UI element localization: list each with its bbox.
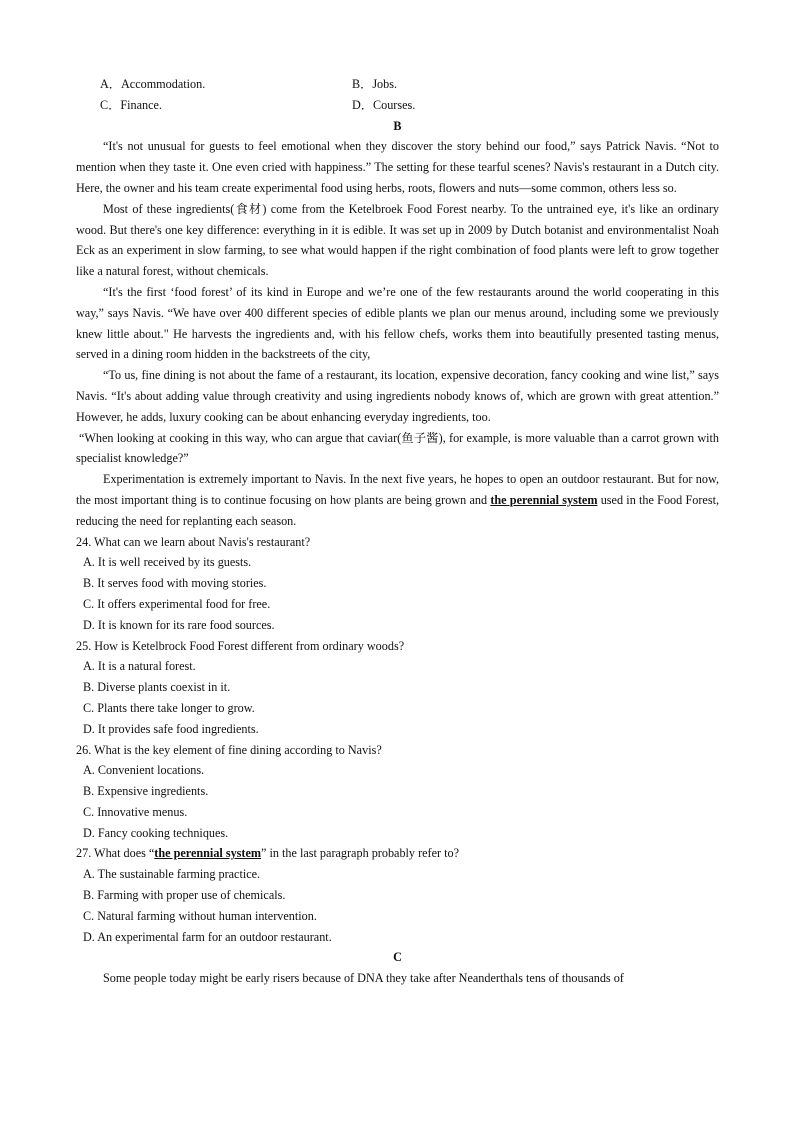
- question-26-choice-a: A. Convenient locations.: [83, 763, 205, 778]
- option-c: C．Finance.: [100, 97, 162, 112]
- p6-text-before: Experimentation is extremely important to Navis. In the next five years, he hopes to open an outdoor restaurant. But for now, the most important thing is to continue focusing on how plants are being grown and: [76, 472, 719, 507]
- passage-c-paragraph-1: Some people today might be early risers because of DNA they take after Neanderthals tens of thousands of: [103, 971, 624, 986]
- question-26-stem: 26. What is the key element of fine dining according to Navis?: [76, 742, 382, 757]
- question-24-choice-a: A. It is well received by its guests.: [83, 555, 252, 570]
- question-25-choice-d: D. It provides safe food ingredients.: [83, 721, 259, 736]
- question-25-choice-a: A. It is a natural forest.: [83, 659, 196, 674]
- option-d: D．Courses.: [352, 97, 416, 112]
- prev-options-row-1: [76, 74, 719, 95]
- question-24-choice-d: D. It is known for its rare food sources.: [83, 617, 275, 632]
- question-27-stem: [76, 843, 719, 864]
- document-page: [76, 74, 719, 989]
- perennial-system-highlight: the perennial system: [490, 492, 598, 507]
- q27-perennial-system-highlight: the perennial system: [154, 846, 262, 861]
- question-24-stem: 24. What can we learn about Navis's restaurant?: [76, 534, 311, 549]
- q27-stem-before: 27. What does “: [76, 846, 155, 861]
- p6-text-after: used in the Food Forest, reducing the need for replanting each season.: [76, 492, 719, 528]
- passage-b-paragraph-6: [76, 469, 719, 531]
- question-25-choice-b: B. Diverse plants coexist in it.: [83, 680, 231, 695]
- question-24-choice-c: C. It offers experimental food for free.: [83, 596, 271, 611]
- section-b-heading: B: [393, 118, 402, 133]
- prev-options-row-2: [76, 95, 719, 116]
- passage-b-paragraph-5: “When looking at cooking in this way, who can argue that caviar(鱼子酱), for example, is more valuable than a carrot grown with specialist knowledge?”: [76, 430, 719, 466]
- question-24-choice-b: B. It serves food with moving stories.: [83, 576, 267, 591]
- question-27-choice-d: D. An experimental farm for an outdoor restaurant.: [83, 929, 332, 944]
- section-c-heading: C: [393, 950, 402, 965]
- question-27-choice-b: B. Farming with proper use of chemicals.: [83, 888, 286, 903]
- question-27-choice-c: C. Natural farming without human intervention.: [83, 908, 317, 923]
- passage-b-paragraph-2: Most of these ingredients(食材) come from the Ketelbroek Food Forest nearby. To the untrained eye, it's like an ordinary wood. But there's one key difference: everything in it is edible. It was set up in 2009 by Dutch botanist and environmentalist Noah Eck as an experiment in slow farming, to see what would happen if the right combination of food plants were left to grow together like a natural forest, without chemicals.: [76, 201, 719, 279]
- question-25-choice-c: C. Plants there take longer to grow.: [83, 700, 255, 715]
- q27-stem-after: ” in the last paragraph probably refer to?: [261, 846, 460, 861]
- passage-b-paragraph-3: “It's the first ‘food forest’ of its kind in Europe and we’re one of the few restaurants around the world cooperating in this way,” says Navis. “We have over 400 different species of edible plants we plan our menus around, including some we previously knew little about." He harvests the ingredients and, with his fellow chefs, works them into beautifully presented tasting menus, served in a dining room hidden in the backstreets of the city,: [76, 284, 719, 362]
- passage-b-paragraph-1: “It's not unusual for guests to feel emotional when they discover the story behind our food,” says Patrick Navis. “Not to mention when they taste it. One even cried with happiness.” The setting for these tearful scenes? Navis's restaurant in a Dutch city. Here, the owner and his team create experimental food using herbs, roots, flowers and nuts—some common, others less so.: [76, 139, 719, 195]
- question-27-choice-a: A. The sustainable farming practice.: [83, 867, 261, 882]
- question-26-choice-d: D. Fancy cooking techniques.: [83, 825, 229, 840]
- question-25-stem: 25. How is Ketelbrock Food Forest different from ordinary woods?: [76, 638, 405, 653]
- option-a: A．Accommodation.: [100, 77, 206, 91]
- question-26-choice-b: B. Expensive ingredients.: [83, 784, 209, 799]
- option-b: B．Jobs.: [352, 77, 398, 91]
- passage-b-paragraph-4: “To us, fine dining is not about the fame of a restaurant, its location, expensive decoration, fancy cooking and wine list,” says Navis. “It's about adding value through creativity and using ingredients nobody knows of, which are grown with great attention.” However, he adds, luxury cooking can be about enhancing everyday ingredients, too.: [76, 368, 719, 424]
- question-26-choice-c: C. Innovative menus.: [83, 804, 188, 819]
